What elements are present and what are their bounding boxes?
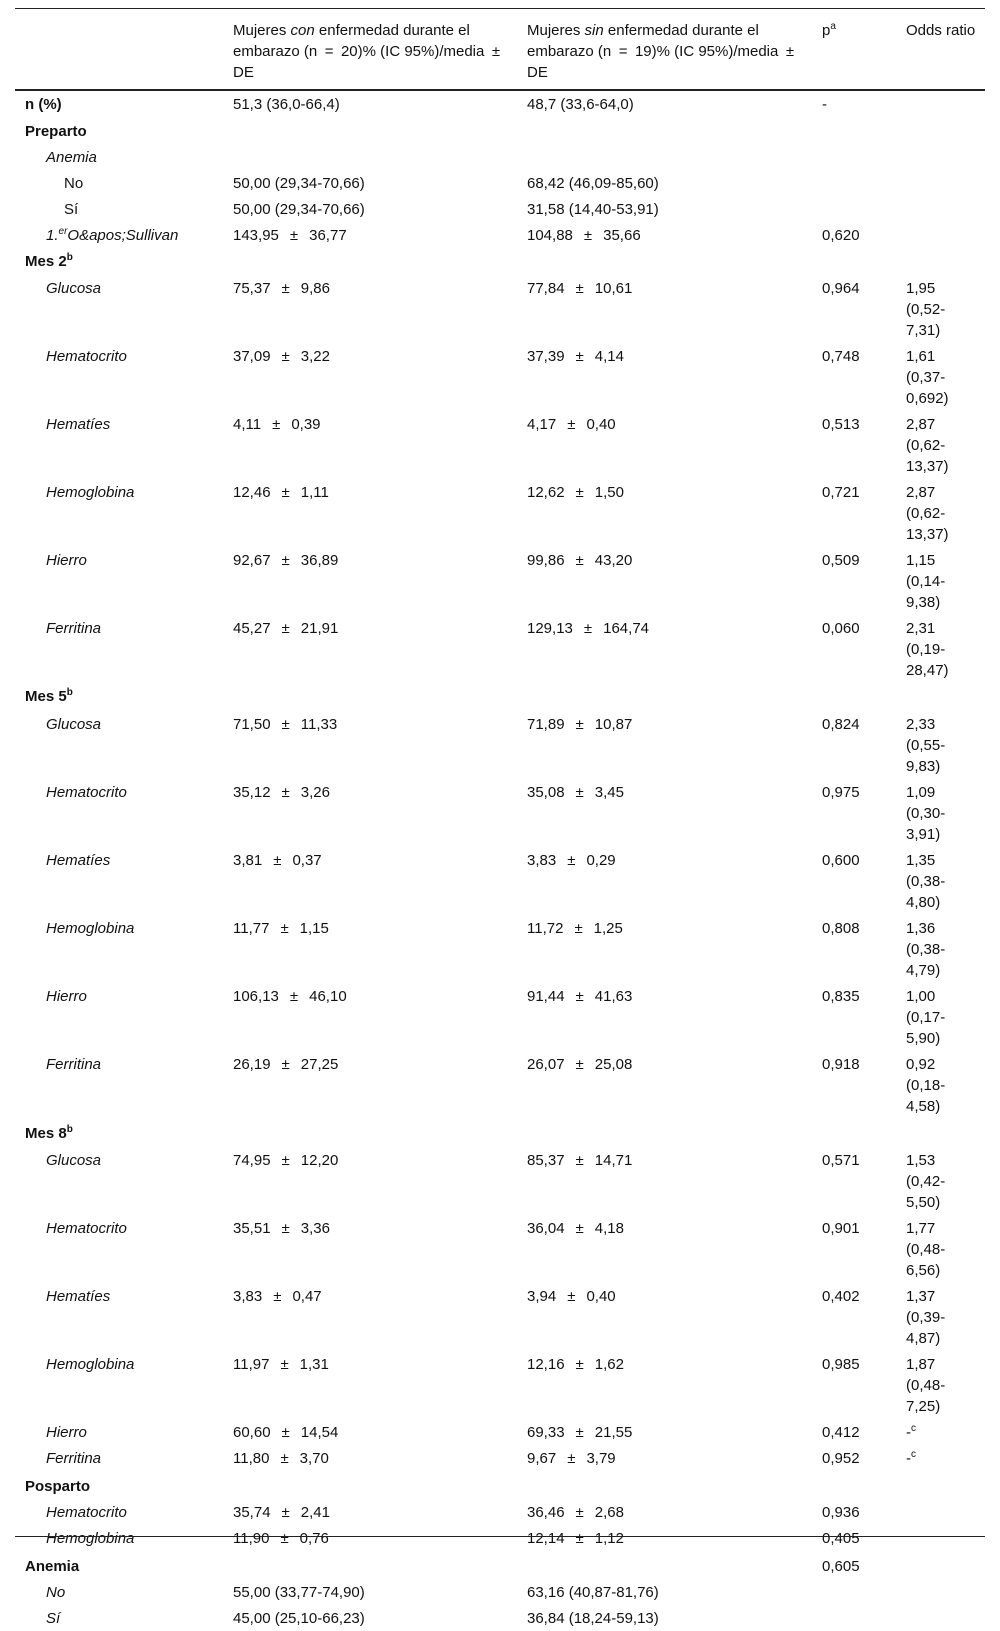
row-label: 1.$^{er}$O&apos;Sullivan <box>46 226 179 244</box>
table-row <box>15 411 985 479</box>
row-label: Ferritina <box>46 1450 102 1467</box>
value-with-disease: 92,67 ± 36,89 <box>233 552 339 569</box>
row-label: Mes 2$^b$ <box>25 252 73 270</box>
value-with-disease: 50,00 (29,34-70,66) <box>233 201 365 218</box>
odds-ratio: 2,31 (0,19-28,47) <box>906 620 949 679</box>
value-without-disease: 26,07 ± 25,08 <box>527 1056 633 1073</box>
p-value: - <box>822 96 827 113</box>
value-without-disease: 36,04 ± 4,18 <box>527 1220 624 1237</box>
table-row <box>15 1445 985 1473</box>
table-row <box>15 1283 985 1351</box>
table-row <box>15 1419 985 1445</box>
table-row <box>15 615 985 683</box>
odds-ratio: 1,95 (0,52-7,31) <box>906 280 946 339</box>
value-without-disease: 12,16 ± 1,62 <box>527 1356 624 1373</box>
row-label: Hemoglobina <box>46 484 135 501</box>
p-value: 0,405 <box>822 1530 860 1547</box>
value-with-disease: 12,46 ± 1,11 <box>233 484 329 501</box>
row-label: Sí <box>64 201 79 218</box>
p-value: 0,952 <box>822 1450 860 1467</box>
p-value: 0,975 <box>822 784 860 801</box>
value-without-disease: 31,58 (14,40-53,91) <box>527 201 659 218</box>
value-without-disease: 63,16 (40,87-81,76) <box>527 1584 659 1601</box>
p-value: 0,402 <box>822 1288 860 1305</box>
row-label: Hierro <box>46 552 87 569</box>
value-with-disease: 71,50 ± 11,33 <box>233 716 338 733</box>
row-label: Anemia <box>46 149 97 166</box>
p-value: 0,509 <box>822 552 860 569</box>
value-without-disease: 77,84 ± 10,61 <box>527 280 633 297</box>
header-col-p: $p^a$ <box>822 21 836 39</box>
table-row <box>15 170 985 196</box>
table-row <box>15 983 985 1051</box>
value-without-disease: 71,89 ± 10,87 <box>527 716 633 733</box>
odds-ratio: 1,36 (0,38-4,79) <box>906 920 946 979</box>
row-label: Sí <box>46 1610 61 1627</box>
value-without-disease: 35,08 ± 3,45 <box>527 784 624 801</box>
table-row <box>15 1605 985 1631</box>
value-without-disease: 11,72 ± 1,25 <box>527 920 623 937</box>
table-row <box>15 1351 985 1419</box>
value-without-disease: 3,94 ± 0,40 <box>527 1288 616 1305</box>
p-value: 0,936 <box>822 1504 860 1521</box>
value-with-disease: 11,80 ± 3,70 <box>233 1450 329 1467</box>
value-without-disease: 129,13 ± 164,74 <box>527 620 650 637</box>
row-label: Hemoglobina <box>46 920 135 937</box>
value-with-disease: 4,11 ± 0,39 <box>233 416 321 433</box>
row-label: Mes 8$^b$ <box>25 1124 73 1142</box>
value-without-disease: 12,14 ± 1,12 <box>527 1530 624 1547</box>
value-with-disease: 55,00 (33,77-74,90) <box>233 1584 365 1601</box>
table-row <box>15 91 985 118</box>
value-with-disease: 106,13 ± 46,10 <box>233 988 347 1005</box>
value-without-disease: 48,7 (33,6-64,0) <box>527 96 634 113</box>
row-label: Hematocrito <box>46 784 127 801</box>
row-label: No <box>46 1584 66 1601</box>
header-col-without-disease: Mujeres sin enfermedad durante el embarazo (n = 19)% (IC 95%)/media ± DE <box>527 22 802 81</box>
odds-ratio: 2,87 (0,62-13,37) <box>906 416 949 475</box>
odds-ratio: 1,53 (0,42-5,50) <box>906 1152 946 1211</box>
row-label: Ferritina <box>46 1056 102 1073</box>
value-without-disease: 36,84 (18,24-59,13) <box>527 1610 659 1627</box>
table-row <box>15 275 985 343</box>
row-label: Mes 5$^b$ <box>25 687 73 705</box>
value-without-disease: 3,83 ± 0,29 <box>527 852 616 869</box>
value-without-disease: 37,39 ± 4,14 <box>527 348 624 365</box>
table-row <box>15 1051 985 1120</box>
odds-ratio: 1,35 (0,38-4,80) <box>906 852 946 911</box>
table-row <box>15 915 985 983</box>
row-label: Hematíes <box>46 852 111 869</box>
p-value: 0,985 <box>822 1356 860 1373</box>
p-value: 0,824 <box>822 716 860 733</box>
table-row <box>15 1473 985 1499</box>
row-label: Hematíes <box>46 416 111 433</box>
value-without-disease: 69,33 ± 21,55 <box>527 1424 633 1441</box>
value-with-disease: 75,37 ± 9,86 <box>233 280 330 297</box>
table-row <box>15 1147 985 1215</box>
table-row <box>15 479 985 547</box>
row-label: n (%) <box>25 96 62 113</box>
p-value: 0,901 <box>822 1220 860 1237</box>
odds-ratio: 1,87 (0,48-7,25) <box>906 1356 946 1415</box>
odds-ratio: 1,37 (0,39-4,87) <box>906 1288 946 1347</box>
value-with-disease: 3,81 ± 0,37 <box>233 852 322 869</box>
value-with-disease: 60,60 ± 14,54 <box>233 1424 339 1441</box>
table-row <box>15 144 985 170</box>
row-label: Glucosa <box>46 1152 102 1169</box>
table-row <box>15 1579 985 1605</box>
row-label: Hemoglobina <box>46 1356 135 1373</box>
odds-ratio: 0,92 (0,18-4,58) <box>906 1056 946 1115</box>
odds-ratio: -$^c$ <box>906 1423 916 1441</box>
row-label: No <box>64 175 84 192</box>
odds-ratio: 1,77 (0,48-6,56) <box>906 1220 946 1279</box>
odds-ratio: -$^c$ <box>906 1449 916 1467</box>
value-with-disease: 11,77 ± 1,15 <box>233 920 329 937</box>
value-without-disease: 99,86 ± 43,20 <box>527 552 633 569</box>
value-without-disease: 91,44 ± 41,63 <box>527 988 633 1005</box>
p-value: 0,748 <box>822 348 860 365</box>
p-value: 0,513 <box>822 416 860 433</box>
row-label: Hematocrito <box>46 1504 127 1521</box>
value-with-disease: 26,19 ± 27,25 <box>233 1056 339 1073</box>
value-with-disease: 35,12 ± 3,26 <box>233 784 330 801</box>
row-label: Hematíes <box>46 1288 111 1305</box>
value-with-disease: 45,00 (25,10-66,23) <box>233 1610 365 1627</box>
p-value: 0,605 <box>822 1558 860 1575</box>
value-without-disease: 9,67 ± 3,79 <box>527 1450 616 1467</box>
row-label: Hierro <box>46 988 87 1005</box>
value-without-disease: 85,37 ± 14,71 <box>527 1152 633 1169</box>
odds-ratio: 1,15 (0,14-9,38) <box>906 552 946 611</box>
value-without-disease: 104,88 ± 35,66 <box>527 227 641 244</box>
header-col-odds-ratio: Odds ratio <box>906 22 976 39</box>
table-row <box>15 547 985 615</box>
value-with-disease: 74,95 ± 12,20 <box>233 1152 339 1169</box>
row-label: Preparto <box>25 123 87 140</box>
table-row <box>15 248 985 275</box>
value-with-disease: 3,83 ± 0,47 <box>233 1288 322 1305</box>
value-with-disease: 11,97 ± 1,31 <box>233 1356 329 1373</box>
table-row <box>15 1215 985 1283</box>
table-row <box>15 1499 985 1525</box>
value-without-disease: 68,42 (46,09-85,60) <box>527 175 659 192</box>
row-label: Hierro <box>46 1424 87 1441</box>
value-with-disease: 45,27 ± 21,91 <box>233 620 339 637</box>
value-with-disease: 11,90 ± 0,76 <box>233 1530 329 1547</box>
value-with-disease: 143,95 ± 36,77 <box>233 227 347 244</box>
p-value: 0,412 <box>822 1424 860 1441</box>
row-label: Posparto <box>25 1478 91 1495</box>
table-row <box>15 1553 985 1579</box>
odds-ratio: 1,09 (0,30-3,91) <box>906 784 946 843</box>
table-body <box>15 91 985 1631</box>
p-value: 0,835 <box>822 988 860 1005</box>
data-table <box>15 8 985 1631</box>
row-label: Hematocrito <box>46 348 127 365</box>
p-value: 0,571 <box>822 1152 860 1169</box>
table-row <box>15 1525 985 1553</box>
odds-ratio: 1,00 (0,17-5,90) <box>906 988 946 1047</box>
p-value: 0,060 <box>822 620 860 637</box>
value-without-disease: 4,17 ± 0,40 <box>527 416 616 433</box>
p-value: 0,600 <box>822 852 860 869</box>
row-label: Anemia <box>25 1558 80 1575</box>
table-row <box>15 779 985 847</box>
value-with-disease: 35,74 ± 2,41 <box>233 1504 330 1521</box>
row-label: Glucosa <box>46 280 102 297</box>
row-label: Ferritina <box>46 620 102 637</box>
table-row <box>15 1120 985 1147</box>
header-col-with-disease: Mujeres con enfermedad durante el embarazo (n = 20)% (IC 95%)/media ± DE <box>233 22 508 81</box>
table-row <box>15 847 985 915</box>
p-value: 0,808 <box>822 920 860 937</box>
row-label: Hemoglobina <box>46 1530 135 1547</box>
value-with-disease: 50,00 (29,34-70,66) <box>233 175 365 192</box>
p-value: 0,918 <box>822 1056 860 1073</box>
row-label: Glucosa <box>46 716 102 733</box>
table-bottom-rule <box>15 1536 985 1537</box>
table-row <box>15 196 985 222</box>
p-value: 0,964 <box>822 280 860 297</box>
odds-ratio: 1,61 (0,37-0,692) <box>906 348 949 407</box>
table-header <box>15 8 985 91</box>
value-with-disease: 35,51 ± 3,36 <box>233 1220 330 1237</box>
row-label: Hematocrito <box>46 1220 127 1237</box>
table-row <box>15 343 985 411</box>
p-value: 0,620 <box>822 227 860 244</box>
table-row <box>15 222 985 248</box>
value-without-disease: 36,46 ± 2,68 <box>527 1504 624 1521</box>
value-with-disease: 51,3 (36,0-66,4) <box>233 96 340 113</box>
table-row <box>15 711 985 779</box>
p-value: 0,721 <box>822 484 860 501</box>
table-row <box>15 118 985 144</box>
odds-ratio: 2,33 (0,55-9,83) <box>906 716 946 775</box>
value-with-disease: 37,09 ± 3,22 <box>233 348 330 365</box>
value-without-disease: 12,62 ± 1,50 <box>527 484 624 501</box>
odds-ratio: 2,87 (0,62-13,37) <box>906 484 949 543</box>
table-row <box>15 683 985 711</box>
